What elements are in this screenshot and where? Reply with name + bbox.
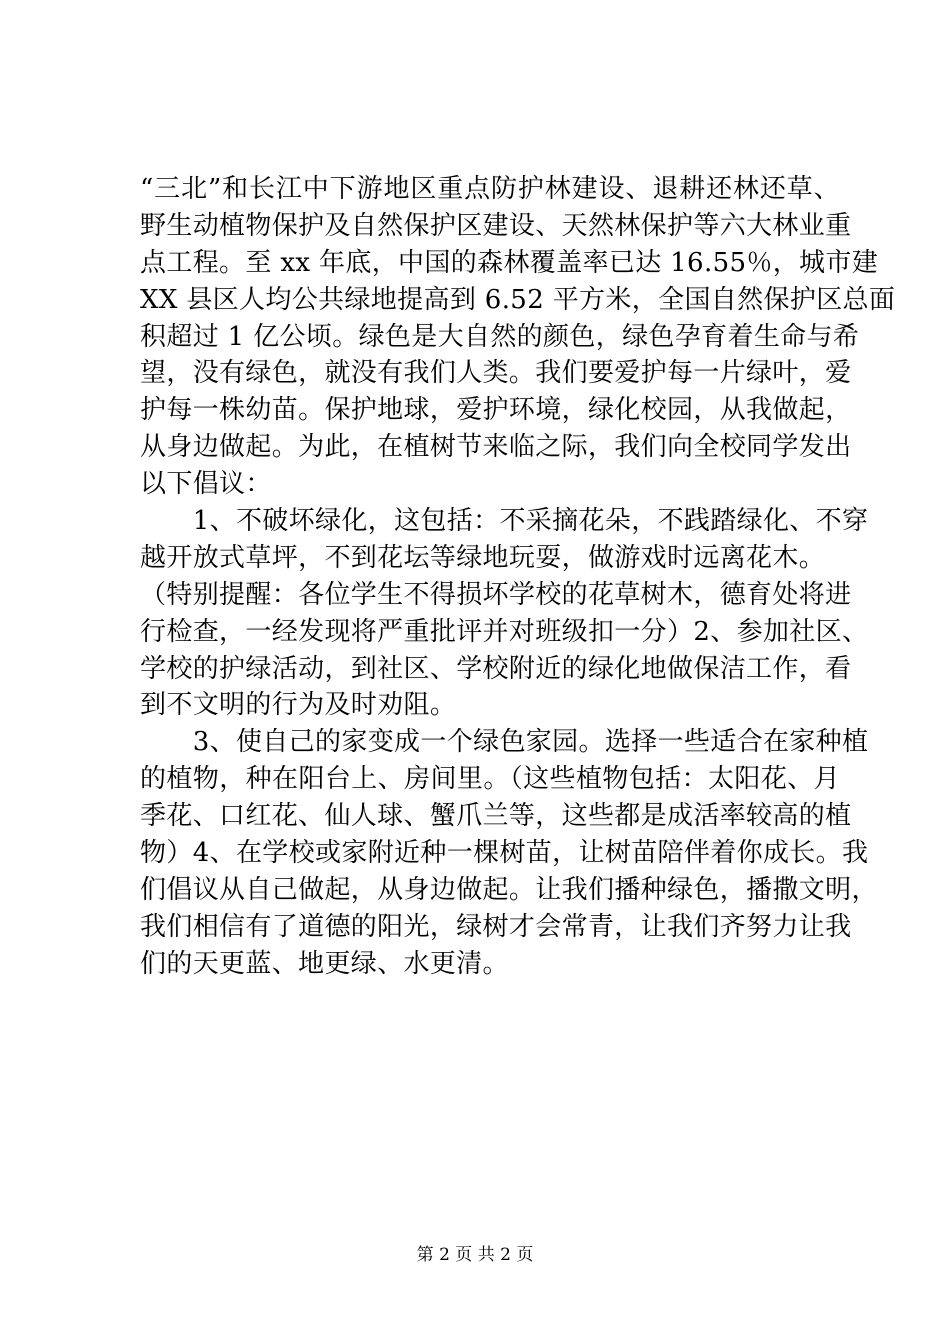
text-line: 季花、口红花、仙人球、蟹爪兰等，这些都是成活率较高的植: [140, 801, 852, 832]
text-line: 野生动植物保护及自然保护区建设、天然林保护等六大林业重: [140, 210, 852, 241]
document-body: [140, 171, 896, 983]
page-number-label: 第 2 页 共 2 页: [416, 1245, 534, 1265]
text-line: 们的天更蓝、地更绿、水更清。: [140, 948, 509, 979]
text-line: 越开放式草坪，不到花坛等绿地玩耍，做游戏时远离花木。: [140, 542, 826, 573]
text-line: “三北”和长江中下游地区重点防护林建设、退耕还林还草、: [140, 174, 840, 204]
text-line: 的植物，种在阳台上、房间里。（这些植物包括：太阳花、月: [140, 764, 840, 795]
text-line: 望，没有绿色，就没有我们人类。我们要爱护每一片绿叶，爱: [140, 358, 852, 389]
text-line: 以下倡议：: [140, 469, 272, 500]
text-line: 物）4、在学校或家附近种一棵树苗，让树苗陪伴着你成长。我: [140, 838, 869, 869]
text-line: 从身边做起。为此，在植树节来临之际，我们向全校同学发出: [140, 432, 852, 463]
text-line: 护每一株幼苗。保护地球，爱护环境，绿化校园，从我做起，: [140, 395, 852, 426]
text-line: 到不文明的行为及时劝阻。: [140, 690, 457, 721]
text-line: 积超过 1 亿公顷。绿色是大自然的颜色，绿色孕育着生命与希: [140, 321, 860, 352]
text-line: XX 县区人均公共绿地提高到 6.52 平方米，全国自然保护区总面: [140, 284, 896, 315]
text-line: 们倡议从自己做起，从身边做起。让我们播种绿色，播撒文明，: [140, 874, 878, 905]
text-line: 行检查，一经发现将严重批评并对班级扣一分）2、参加社区、: [140, 616, 869, 647]
text-line: （特别提醒：各位学生不得损坏学校的花草树木，德育处将进: [140, 579, 852, 610]
text-line: 学校的护绿活动，到社区、学校附近的绿化地做保洁工作，看: [140, 653, 852, 684]
text-line: 我们相信有了道德的阳光，绿树才会常青，让我们齐努力让我: [140, 911, 852, 942]
text-line: 3、使自己的家变成一个绿色家园。选择一些适合在家种植: [140, 727, 869, 758]
page-footer: [0, 1243, 950, 1267]
text-line: 1、不破坏绿化，这包括：不采摘花朵，不践踏绿化、不穿: [140, 506, 869, 537]
text-line: 点工程。至 xx 年底，中国的森林覆盖率已达 16.55％，城市建: [140, 247, 879, 278]
